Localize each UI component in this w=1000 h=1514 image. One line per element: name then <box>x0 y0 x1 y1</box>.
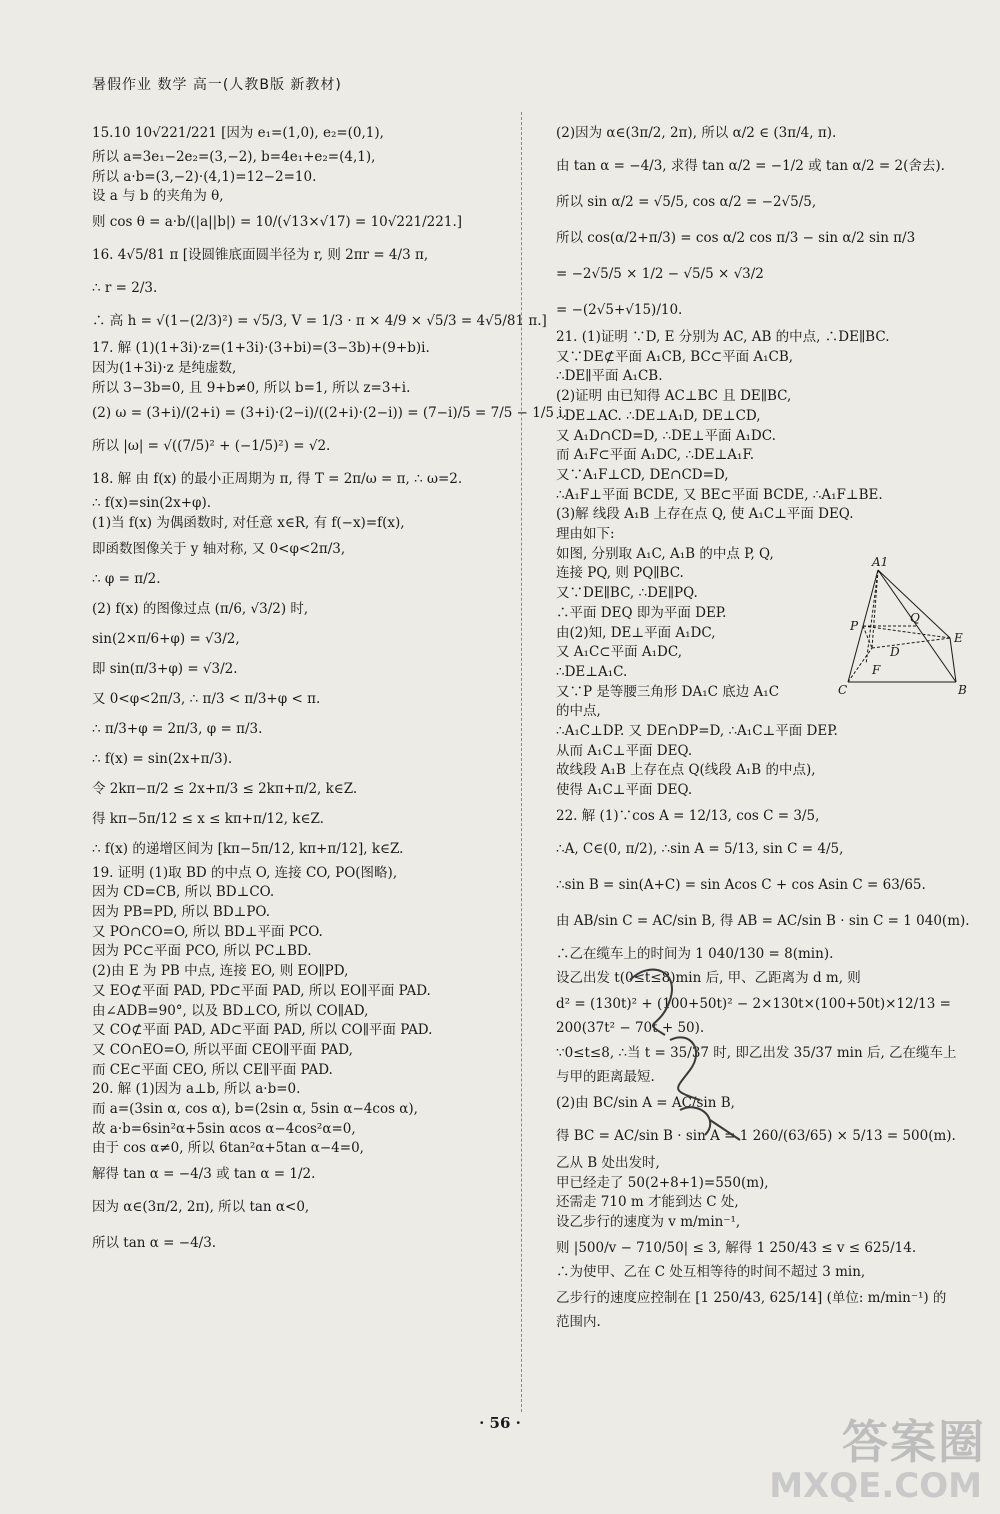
text-line: 设 a 与 b 的夹角为 θ, <box>92 188 224 205</box>
text-line: 而 a=(3sin α, cos α), b=(2sin α, 5sin α−4cos α), <box>92 1101 418 1118</box>
text-line: (2)由 BC/sin A = AC/sin B, <box>556 1094 735 1111</box>
text-line: ∴ f(x) = sin(2x+π/3). <box>92 750 233 767</box>
text-line: 又∵P 是等腰三角形 DA₁C 底边 A₁C <box>556 683 780 700</box>
text-line: sin(2×π/6+φ) = √3/2, <box>92 630 240 647</box>
label-q: Q <box>910 611 920 625</box>
text-line: 则 |500/v − 710/50| ≤ 3, 解得 1 250/43 ≤ v ≤ 625/14. <box>556 1239 917 1256</box>
text-line: 又∵DE∥BC, ∴DE∥PQ. <box>556 585 698 602</box>
text-line: (2)因为 α∈(3π/2, 2π), 所以 α/2 ∈ (3π/4, π). <box>556 125 837 141</box>
text-line: = −2√5/5 × 1/2 − √5/5 × √3/2 <box>556 266 764 282</box>
text-line: 又 PO∩CO=O, 所以 BD⊥平面 PCO. <box>92 923 323 940</box>
label-p: P <box>850 619 859 633</box>
watermark-logo: 答案圈 <box>842 1415 986 1469</box>
pyramid-diagram <box>838 552 978 702</box>
text-line: ∴A₁F⊥平面 BCDE, 又 BE⊂平面 BCDE, ∴A₁F⊥BE. <box>556 486 883 503</box>
text-line: 从而 A₁C⊥平面 DEQ. <box>556 742 693 759</box>
text-line: (1)当 f(x) 为偶函数时, 对任意 x∈R, 有 f(−x)=f(x), <box>92 514 405 531</box>
text-line: 故线段 A₁B 上存在点 Q(线段 A₁B 的中点), <box>556 762 816 779</box>
text-line: ∴ r = 2/3. <box>92 280 158 297</box>
text-line: 设乙步行的速度为 v m/min⁻¹, <box>556 1214 741 1231</box>
text-line: 还需走 710 m 才能到达 C 处, <box>556 1194 739 1211</box>
text-line: 解得 tan α = −4/3 或 tan α = 1/2. <box>92 1166 316 1183</box>
text-line: ∴sin B = sin(A+C) = sin Acos C + cos Asin C = 63/65. <box>556 876 926 893</box>
text-line: 15.10 10√221/221 [因为 e₁=(1,0), e₂=(0,1), <box>92 125 384 141</box>
text-line: ∴ φ = π/2. <box>92 570 161 587</box>
text-line: d² = (130t)² + (100+50t)² − 2×130t×(100+50t)×12/13 = <box>556 995 951 1012</box>
text-line: (2) ω = (3+i)/(2+i) = (3+i)·(2−i)/((2+i)·(2−i)) = (7−i)/5 = 7/5 − 1/5 i. <box>92 405 567 422</box>
column-divider <box>521 112 522 1412</box>
scribble-stroke <box>680 1107 740 1140</box>
text-line: 16. 4√5/81 π [设圆锥底面圆半径为 r, 则 2πr = 4/3 π, <box>92 247 429 264</box>
text-line: 又 0<φ<2π/3, ∴ π/3 < π/3+φ < π. <box>92 690 321 707</box>
text-line: 而 CE⊂平面 CEO, 所以 CE∥平面 PAD. <box>92 1061 333 1078</box>
text-line: 所以 a=3e₁−2e₂=(3,−2), b=4e₁+e₂=(4,1), <box>92 149 376 165</box>
page-number: · 56 · <box>479 1414 521 1432</box>
text-line: ∴ f(x)=sin(2x+φ). <box>92 495 212 512</box>
text-line: 的中点, <box>556 703 601 720</box>
text-line: 与甲的距离最短. <box>556 1069 655 1086</box>
text-line: 得 BC = AC/sin B · sin A = 1 260/(63/65) × 5/13 = 500(m). <box>556 1127 956 1144</box>
text-line: 甲已经走了 50(2+8+1)=550(m), <box>556 1174 769 1191</box>
text-line: ∴DE∥平面 A₁CB. <box>556 368 663 385</box>
text-line: 由于 cos α≠0, 所以 6tan²α+5tan α−4=0, <box>92 1140 364 1157</box>
text-line: 又 A₁D∩CD=D, ∴DE⊥平面 A₁DC. <box>556 427 776 444</box>
text-line: 又∵DE⊄平面 A₁CB, BC⊂平面 A₁CB, <box>556 348 794 365</box>
label-e: E <box>954 631 963 645</box>
text-line: ∴A, C∈(0, π/2), ∴sin A = 5/13, sin C = 4/5, <box>556 840 844 857</box>
text-line: 故 a·b=6sin²α+5sin αcos α−4cos²α=0, <box>92 1120 356 1137</box>
text-line: 得 kπ−5π/12 ≤ x ≤ kπ+π/12, k∈Z. <box>92 810 324 827</box>
text-line: 20. 解 (1)因为 a⊥b, 所以 a·b=0. <box>92 1081 301 1098</box>
label-c: C <box>838 683 848 697</box>
text-line: 21. (1)证明 ∵D, E 分别为 AC, AB 的中点, ∴DE∥BC. <box>556 329 890 345</box>
text-line: 即函数图像关于 y 轴对称, 又 0<φ<2π/3, <box>92 540 346 557</box>
text-line: 因为 CD=CB, 所以 BD⊥CO. <box>92 884 275 901</box>
text-line: ∴DE⊥A₁C. <box>556 663 628 680</box>
text-line: 因为(1+3i)·z 是纯虚数, <box>92 359 237 376</box>
text-line: 17. 解 (1)(1+3i)·z=(1+3i)·(3+bi)=(3−3b)+(9+b)i. <box>92 340 430 357</box>
handwritten-scribble <box>610 960 760 1160</box>
text-line: ∵0≤t≤8, ∴当 t = 35/37 时, 即乙出发 35/37 min 后, 乙在缆车上 <box>556 1045 957 1062</box>
segment-a1-f <box>866 570 878 664</box>
text-line: 范围内. <box>556 1313 601 1330</box>
text-line: 由∠ADB=90°, 以及 BD⊥CO, 所以 CO∥AD, <box>92 1002 369 1019</box>
text-line: 而 A₁F⊂平面 A₁DC, ∴DE⊥A₁F. <box>556 447 755 464</box>
text-line: 设乙出发 t(0≤t≤8)min 后, 甲、乙距离为 d m, 则 <box>556 969 861 986</box>
text-line: 使得 A₁C⊥平面 DEQ. <box>556 782 693 799</box>
text-line: 连接 PQ, 则 PQ∥BC. <box>556 565 684 582</box>
text-line: (3)解 线段 A₁B 上存在点 Q, 使 A₁C⊥平面 DEQ. <box>556 506 854 523</box>
text-line: 所以 tan α = −4/3. <box>92 1235 217 1252</box>
text-line: ∴ f(x) 的递增区间为 [kπ−5π/12, kπ+π/12], k∈Z. <box>92 840 404 857</box>
text-line: 18. 解 由 f(x) 的最小正周期为 π, 得 T = 2π/ω = π, ∴ ω=2. <box>92 471 463 488</box>
geometry-figure <box>838 552 978 702</box>
text-line: 乙步行的速度应控制在 [1 250/43, 625/14] (单位: m/min⁻¹) 的 <box>556 1289 947 1306</box>
scribble-stroke <box>630 970 672 1035</box>
text-line: 由 AB/sin C = AC/sin B, 得 AB = AC/sin B · sin C = 1 040(m). <box>556 912 970 929</box>
watermark-url: MXQE.COM <box>769 1466 982 1506</box>
text-line: (2) f(x) 的图像过点 (π/6, √3/2) 时, <box>92 600 309 617</box>
text-line: = −(2√5+√15)/10. <box>556 302 683 318</box>
text-line: 理由如下: <box>556 526 615 543</box>
text-line: 又 EO⊄平面 PAD, PD⊂平面 PAD, 所以 EO∥平面 PAD. <box>92 982 431 999</box>
text-line: 由 tan α = −4/3, 求得 tan α/2 = −1/2 或 tan α/2 = 2(舍去). <box>556 158 945 174</box>
text-line: 如图, 分别取 A₁C, A₁B 的中点 P, Q, <box>556 545 774 562</box>
text-line: 所以 a·b=(3,−2)·(4,1)=12−2=10. <box>92 168 317 185</box>
text-line: ∴A₁C⊥DP. 又 DE∩DP=D, ∴A₁C⊥平面 DEP. <box>556 723 838 740</box>
scribble-stroke <box>670 1037 700 1100</box>
text-line: 22. 解 (1)∵cos A = 12/13, cos C = 3/5, <box>556 807 820 824</box>
text-line: 因为 PB=PD, 所以 BD⊥PO. <box>92 904 270 921</box>
segment-p-d <box>863 626 872 648</box>
edge-c-d <box>848 648 872 682</box>
text-line: 乙从 B 处出发时, <box>556 1154 660 1171</box>
label-f: F <box>872 663 881 677</box>
edge-a1-e <box>878 570 950 638</box>
text-line: ∴ π/3+φ = 2π/3, φ = π/3. <box>92 720 263 737</box>
segment-p-e <box>863 626 950 638</box>
text-line: 所以 |ω| = √((7/5)² + (−1/5)²) = √2. <box>92 438 331 455</box>
text-line: 因为 PC⊂平面 PCO, 所以 PC⊥BD. <box>92 943 312 960</box>
text-line: ∴ 高 h = √(1−(2/3)²) = √5/3, V = 1/3 · π × 4/9 × √5/3 = 4√5/81 π.] <box>92 313 547 330</box>
text-line: 所以 3−3b=0, 且 9+b≠0, 所以 b=1, 所以 z=3+i. <box>92 379 411 396</box>
text-line: 即 sin(π/3+φ) = √3/2. <box>92 660 238 677</box>
text-line: ∴DE⊥AC. ∴DE⊥A₁D, DE⊥CD, <box>556 407 761 424</box>
edge-d-e <box>872 638 950 648</box>
text-line: (2)证明 由已知得 AC⊥BC 且 DE∥BC, <box>556 388 792 405</box>
page-header: 暑假作业 数学 高一(人教B版 新教材) <box>92 77 342 93</box>
text-line: 19. 证明 (1)取 BD 的中点 O, 连接 CO, PO(图略), <box>92 864 398 881</box>
text-line: 由(2)知, DE⊥平面 A₁DC, <box>556 624 716 641</box>
text-line: 又∵A₁F⊥CD, DE∩CD=D, <box>556 466 729 483</box>
text-line: ∴乙在缆车上的时间为 1 040/130 = 8(min). <box>556 945 834 962</box>
text-line: 所以 cos(α/2+π/3) = cos α/2 cos π/3 − sin α/2 sin π/3 <box>556 230 916 246</box>
text-line: (2)由 E 为 PB 中点, 连接 EO, 则 EO∥PD, <box>92 963 349 980</box>
text-line: 又 CO∩EO=O, 所以平面 CEO∥平面 PAD, <box>92 1041 353 1058</box>
watermark <box>769 1406 986 1506</box>
text-line: 因为 α∈(3π/2, 2π), 所以 tan α<0, <box>92 1199 310 1216</box>
label-b: B <box>958 683 967 697</box>
text-line: 又 A₁C⊂平面 A₁DC, <box>556 644 683 661</box>
scribble-marks <box>610 960 760 1160</box>
text-line: ∴平面 DEQ 即为平面 DEP. <box>556 604 727 621</box>
label-a1: A1 <box>872 555 889 569</box>
text-line: ∴为使甲、乙在 C 处互相等待的时间不超过 3 min, <box>556 1263 866 1280</box>
text-line: 则 cos θ = a·b/(|a||b|) = 10/(√13×√17) = 10√221/221.] <box>92 214 463 231</box>
text-line: 200(37t² − 70t + 50). <box>556 1019 705 1036</box>
left-column <box>92 118 567 1261</box>
text-line: 又 CO⊄平面 PAD, AD⊂平面 PAD, 所以 CO∥平面 PAD. <box>92 1022 433 1039</box>
label-d: D <box>890 645 900 659</box>
text-line: 令 2kπ−π/2 ≤ 2x+π/3 ≤ 2kπ+π/2, k∈Z. <box>92 780 358 797</box>
text-line: 所以 sin α/2 = √5/5, cos α/2 = −2√5/5, <box>556 194 817 210</box>
